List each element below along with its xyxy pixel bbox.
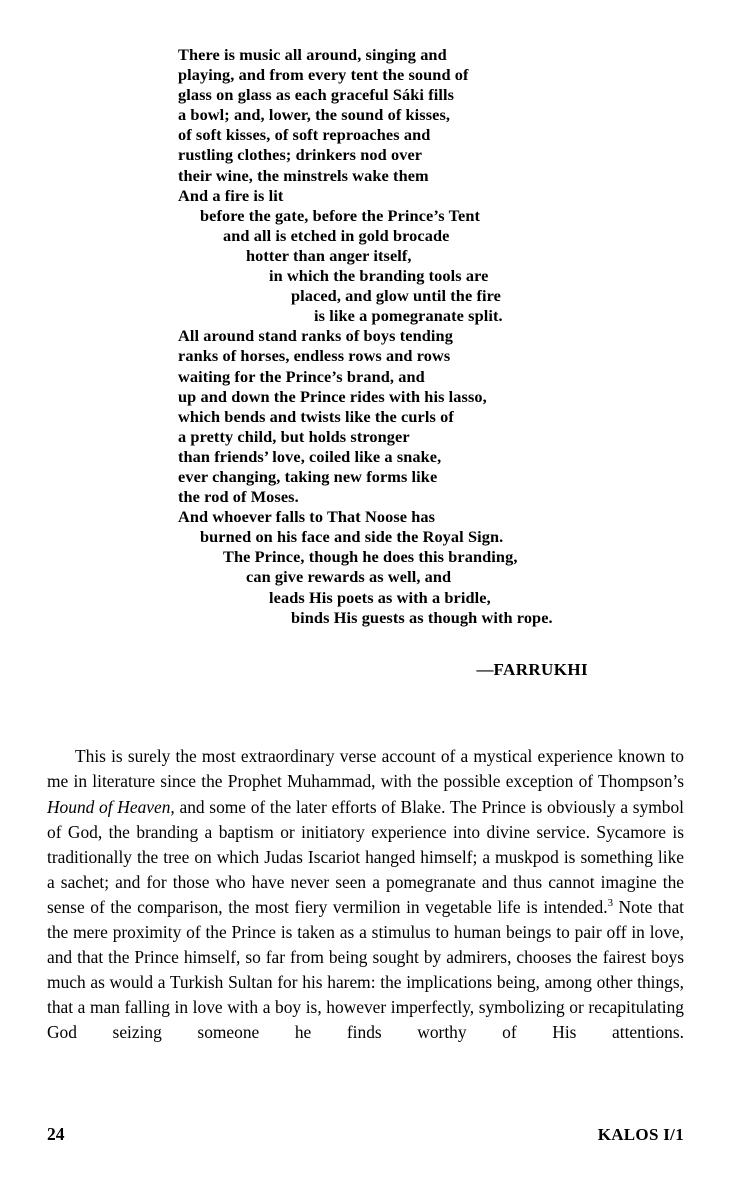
poem-line: All around stand ranks of boys tending: [178, 326, 453, 346]
poem-line: ranks of horses, endless rows and rows: [178, 346, 451, 366]
poem-line: There is music all around, singing and: [178, 45, 447, 64]
prose-segment-2: and some of the later efforts of Blake. The Prince is obviously a symbol of God, the branding a baptism or initiatory experience into divine service. Sycamore is traditionally the tree on which Judas Iscariot hanged himself; a muskpod is something like a sachet; and for those who have never seen a pomegranate and thus cannot imagine the sense of the comparison, the most fiery vermilion in vegetable life is intended.: [47, 796, 684, 917]
book-title-italic: Hound of Heaven,: [47, 796, 175, 817]
poem-line: and all is etched in gold brocade: [223, 225, 450, 245]
poem-line: in which the branding tools are: [269, 266, 489, 286]
poem-line: hotter than anger itself,: [246, 245, 412, 265]
prose-segment-3: Note that the mere proximity of the Prince is taken as a stimulus to human beings to pair off in love, and that the Prince himself, so far from being sought by admirers, chooses the fairest boys much as would a Turkish Sultan for his harem: the implications being, among other things, that a man falling in love with a boy is, however imperfectly, symbolizing or recapitulating God seizing someone he finds worthy of His attentions.: [47, 896, 685, 1043]
commentary-paragraph: [47, 744, 684, 1070]
footnote-marker: 3: [607, 897, 613, 910]
poem-line: And a fire is lit: [178, 185, 284, 205]
poem-line: placed, and glow until the fire: [291, 286, 501, 306]
poem-line: glass on glass as each graceful Sáki fills: [178, 85, 455, 105]
poem-line: binds His guests as though with rope.: [291, 607, 553, 627]
page-footer: [47, 1124, 684, 1145]
poem-line: a pretty child, but holds stronger: [178, 426, 410, 446]
poem-line: is like a pomegranate split.: [314, 306, 503, 326]
attribution-dash: —: [476, 660, 494, 679]
poem-line: a bowl; and, lower, the sound of kisses,: [178, 105, 451, 125]
poem-line: ever changing, taking new forms like: [178, 466, 438, 486]
poem-line: burned on his face and side the Royal Sign.: [200, 527, 504, 547]
poem-attribution: [0, 660, 684, 680]
poem-line: their wine, the minstrels wake them: [178, 165, 429, 185]
page-number: 24: [47, 1124, 65, 1144]
poem-line: before the gate, before the Prince’s Tent: [200, 205, 481, 225]
poem-line: playing, and from every tent the sound of: [178, 65, 469, 85]
poem-line: the rod of Moses.: [178, 487, 299, 507]
poem-block: [178, 45, 648, 628]
poem-line: which bends and twists like the curls of: [178, 406, 454, 426]
running-head: KALOS I/1: [597, 1125, 684, 1144]
attribution-author-name: FARRUKHI: [493, 660, 588, 679]
prose-segment-1: This is surely the most extraordinary verse account of a mystical experience known to me in literature since the Prophet Muhammad, with the possible exception of Thompson’s: [47, 746, 684, 792]
poem-line: up and down the Prince rides with his lasso,: [178, 386, 487, 406]
poem-line: And whoever falls to That Noose has: [178, 507, 436, 527]
poem-line: can give rewards as well, and: [246, 567, 452, 587]
poem-line: leads His poets as with a bridle,: [269, 587, 491, 607]
poem-line: waiting for the Prince’s brand, and: [178, 366, 425, 386]
poem-line: The Prince, though he does this branding,: [223, 547, 518, 567]
poem-line: of soft kisses, of soft reproaches and: [178, 125, 431, 145]
poem-line: than friends’ love, coiled like a snake,: [178, 446, 442, 466]
poem-line: rustling clothes; drinkers nod over: [178, 145, 423, 165]
